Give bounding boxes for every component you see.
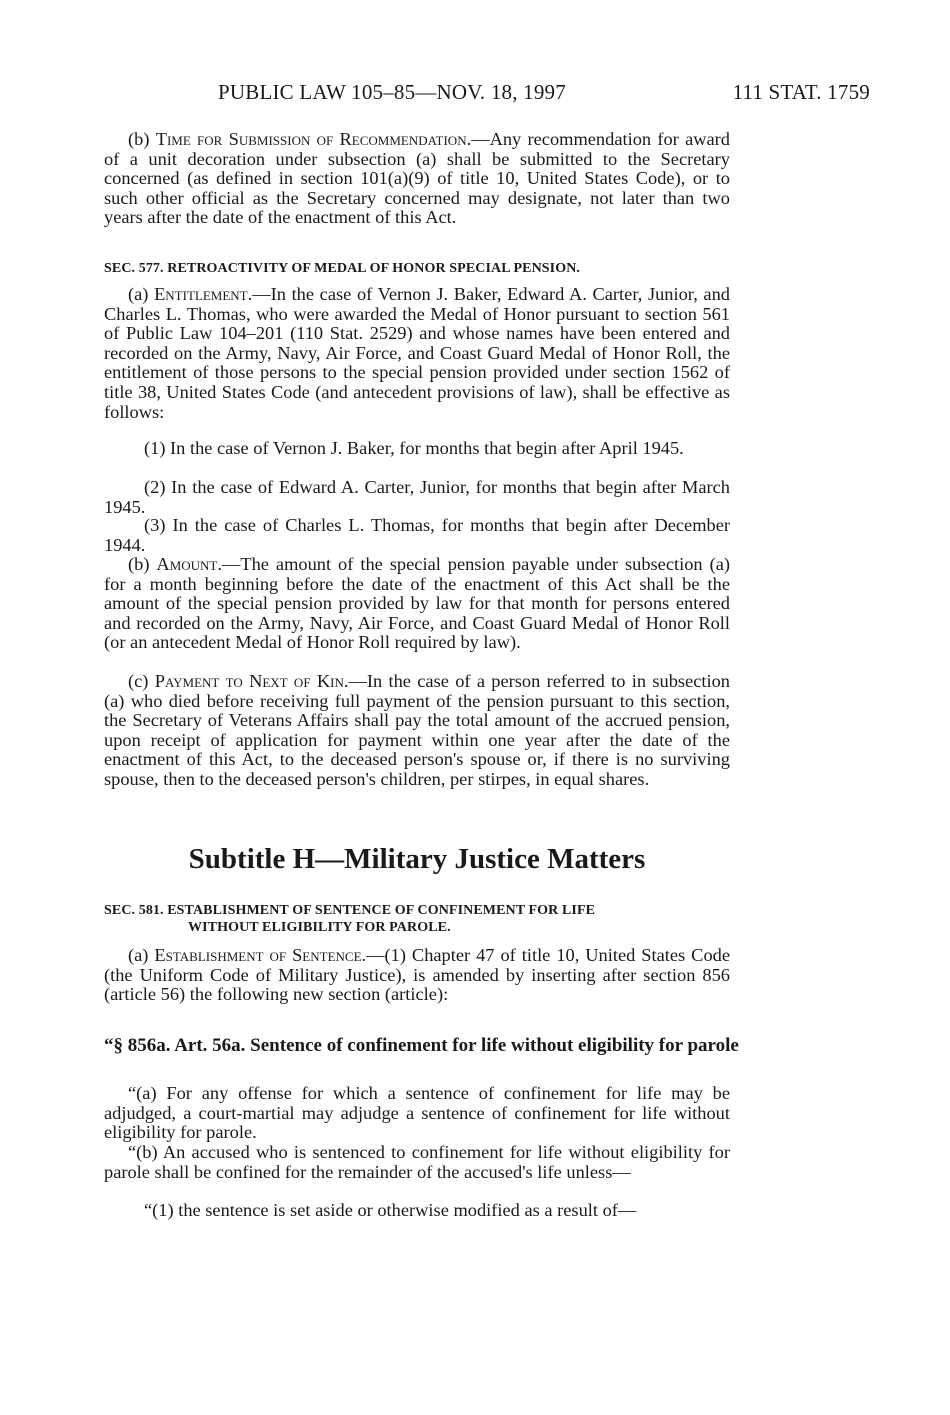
paragraph-label: (c) [128,671,155,691]
paragraph-label: (b) [128,129,156,149]
article-56a-subsection-a: “(a) For any offense for which a sentence of confinement for life may be adjudged, a court-martial may adjudge a sentence of confinement for life without eligibility for parole. [104,1083,730,1143]
list-item: (3) In the case of Charles L. Thomas, for months that begin after December 1944. [104,515,730,555]
list-item: (1) In the case of Vernon J. Baker, for months that begin after April 1945. [144,438,684,458]
paragraph-b-time-for-submission [104,130,730,228]
article-56a-subsection-b: “(b) An accused who is sentenced to confinement for life without eligibility for parole shall be confined for the remainder of the accused's life unless— [104,1142,730,1182]
section-581-heading [104,902,730,936]
paragraph-heading: Establishment of Sentence. [154,945,367,965]
list-item: “(1) the sentence is set aside or otherwise modified as a result of— [144,1200,637,1220]
section-577-item-1 [104,439,730,459]
paragraph-heading: Entitlement. [154,284,253,304]
paragraph-label: (a) [128,945,155,965]
section-581-a [104,946,730,1005]
page-number: 111 STAT. 1759 [732,80,870,104]
section-heading-line: SEC. 581. ESTABLISHMENT OF SENTENCE OF CONFINEMENT FOR LIFE [104,903,596,918]
paragraph-heading: Time for Submission of Recommendation. [155,129,472,149]
article-56a-subsection-b-1 [104,1201,730,1221]
paragraph-heading: Payment to Next of Kin. [154,671,349,691]
section-heading-line: WITHOUT ELIGIBILITY FOR PAROLE. [188,920,451,935]
page-header [104,80,870,110]
paragraph-text: —In the case of Vernon J. Baker, Edward A. Carter, Junior, and Charles L. Thomas, who were awarded the Medal of Honor pursuant to section 561 of Public Law 104–201 (110 Stat. 2529) and whose names have been entered and recorded on the Army, Navy, Air Force, and Coast Guard Medal of Honor Roll, the entitlement of those persons to the special pension provided under section 1562 of title 38, United States Code (and antecedent provisions of law), shall be effective as follows: [104,284,730,422]
list-item: (2) In the case of Edward A. Carter, Junior, for months that begin after March 1945. [104,477,730,517]
paragraph-label: (a) [128,284,155,304]
header-title: PUBLIC LAW 105–85—NOV. 18, 1997 [218,80,566,104]
section-577-a [104,285,730,422]
paragraph-text: —(1) Chapter 47 of title 10, United States Code (the Uniform Code of Military Justice), is amended by inserting after section 856 (article 56) the following new section (article): [104,945,731,1005]
section-577-c [104,672,730,790]
section-577-item-3 [104,516,730,555]
paragraph-text: —Any recommendation for award of a unit decoration under subsection (a) shall be submitted to the Secretary concerned (as defined in section 101(a)(9) of title 10, United States Code), or to such other official as the Secretary concerned may designate, not later than two years after the date of the enactment of this Act. [104,129,730,228]
section-577-item-2 [104,478,730,517]
article-56a-heading: “§ 856a. Art. 56a. Sentence of confinement for life without eligibility for parole [104,1035,739,1056]
section-577-b [104,555,730,653]
paragraph-label: (b) [128,554,157,574]
paragraph-text: —In the case of a person referred to in subsection (a) who died before receiving full payment of the pension pursuant to this section, the Secretary of Veterans Affairs shall pay the total amount of the accrued pension, upon receipt of application for payment within one year after the date of the enactment of this Act, to the deceased person's spouse or, if there is no surviving spouse, then to the deceased person's children, per stirpes, in equal shares. [104,671,730,789]
subtitle-heading: Subtitle H—Military Justice Matters [188,843,646,875]
paragraph-heading: Amount. [156,554,222,574]
section-577-heading: SEC. 577. RETROACTIVITY OF MEDAL OF HONOR SPECIAL PENSION. [104,261,581,276]
paragraph-text: —The amount of the special pension payable under subsection (a) for a month beginning before the date of the enactment of this Act shall be the amount of the special pension provided by law for that month for persons entered and recorded on the Army, Navy, Air Force, and Coast Guard Medal of Honor Roll (or an antecedent Medal of Honor Roll required by law). [104,554,731,653]
